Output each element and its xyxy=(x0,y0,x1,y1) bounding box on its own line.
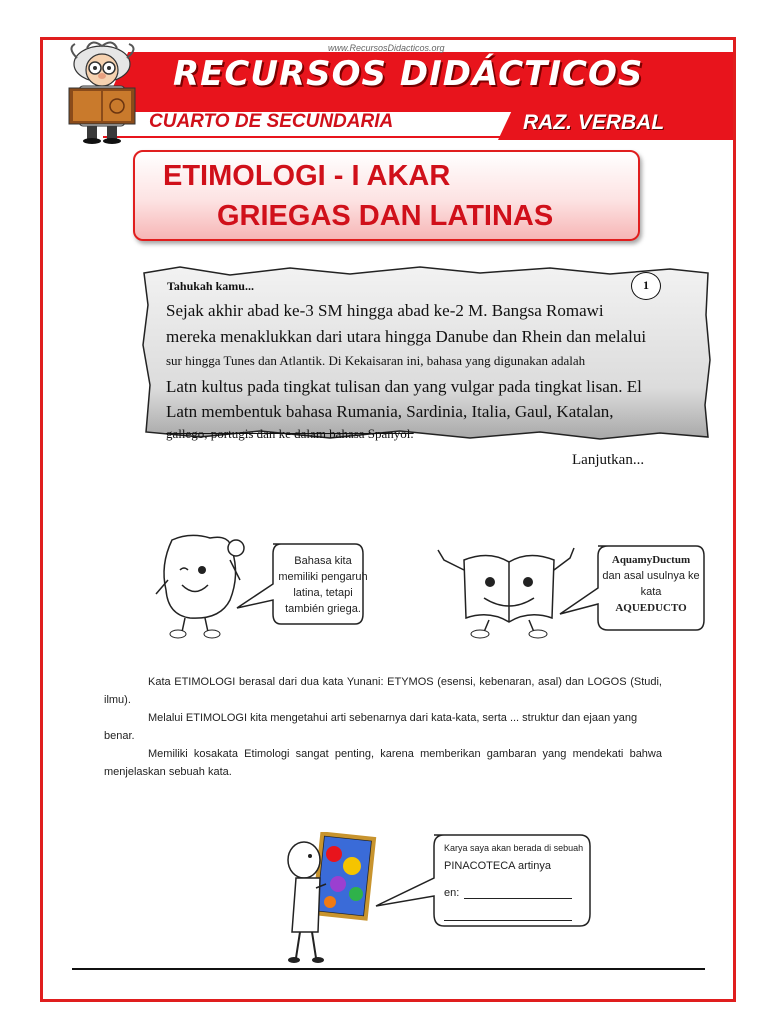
header-banner xyxy=(43,40,733,148)
grade-label: CUARTO DE SECUNDARIA xyxy=(149,111,394,132)
continue-label: Lanjutkan... xyxy=(572,452,645,468)
info-number-badge: 1 xyxy=(631,272,661,300)
bubble-bottom-line2: PINACOTECA artinya xyxy=(444,860,551,872)
body-paragraph: Kata ETIMOLOGI berasal dari dua kata Yunani: ETYMOS (esensi, kebenaran, asal) dan LOGOS (Studi, ilmu). xyxy=(104,676,662,706)
bubble-left-line: también griega. xyxy=(285,603,361,615)
info-line: Latn kultus pada tingkat tulisan dan yang vulgar pada tingkat lisan. El xyxy=(166,377,642,396)
footer-rule xyxy=(72,968,705,970)
bubble-left-line: Bahasa kita xyxy=(294,555,352,567)
bubble-left-line: memiliki pengaruh xyxy=(278,571,368,583)
painting-carrier-icon xyxy=(282,832,382,967)
site-url: www.RecursosDidacticos.org xyxy=(328,43,445,53)
lesson-title-line2: GRIEGAS DAN LATINAS xyxy=(217,200,554,232)
info-heading: Tahukah kamu... xyxy=(167,279,254,293)
subject-label: RAZ. VERBAL xyxy=(523,111,665,134)
body-paragraph: Memiliki kosakata Etimologi sangat penting, karena memberikan gambaran yang mendekati bahwa menjelaskan sebuah kata. xyxy=(104,748,662,778)
bubble-left-line: latina, tetapi xyxy=(293,587,353,599)
info-line: sur hingga Tunes dan Atlantik. Di Kekaisaran ini, bahasa yang digunakan adalah xyxy=(166,353,586,368)
professor-reading-icon xyxy=(57,40,147,145)
bubble-bottom-line1: Karya saya akan berada di sebuah xyxy=(444,843,584,853)
info-line: mereka menaklukkan dari utara hingga Danube dan Rhein dan melalui xyxy=(166,327,647,346)
bubble-left-text xyxy=(276,553,370,617)
lesson-title-box xyxy=(133,150,640,241)
info-line: Latn membentuk bahasa Rumania, Sardinia, Italia, Gaul, Katalan, xyxy=(166,402,614,421)
answer-blank-1[interactable] xyxy=(464,898,572,899)
info-line: Sejak akhir abad ke-3 SM hingga abad ke-2 M. Bangsa Romawi xyxy=(166,301,604,320)
bubble-right-result: AQUEDUCTO xyxy=(615,602,687,614)
bubble-right-line: kata xyxy=(640,586,662,598)
bubble-right-word: AquamyDuctum xyxy=(611,554,691,566)
bubble-bottom-label: en: xyxy=(444,887,460,899)
banner-title: RECURSOS DIDÁCTICOS xyxy=(173,54,644,94)
bubble-right-text xyxy=(598,552,704,616)
lesson-title-line1: ETIMOLOGI - I AKAR xyxy=(163,160,451,192)
body-paragraph: Melalui ETIMOLOGI kita mengetahui arti sebenarnya dari kata-kata, serta ... struktur dan ejaan yang benar. xyxy=(104,712,638,742)
bubble-right-line: dan asal usulnya ke xyxy=(602,570,700,582)
info-line: gallego, portugis dan ke dalam bahasa Spanyol. xyxy=(166,426,414,441)
answer-blank-2[interactable] xyxy=(444,920,572,921)
